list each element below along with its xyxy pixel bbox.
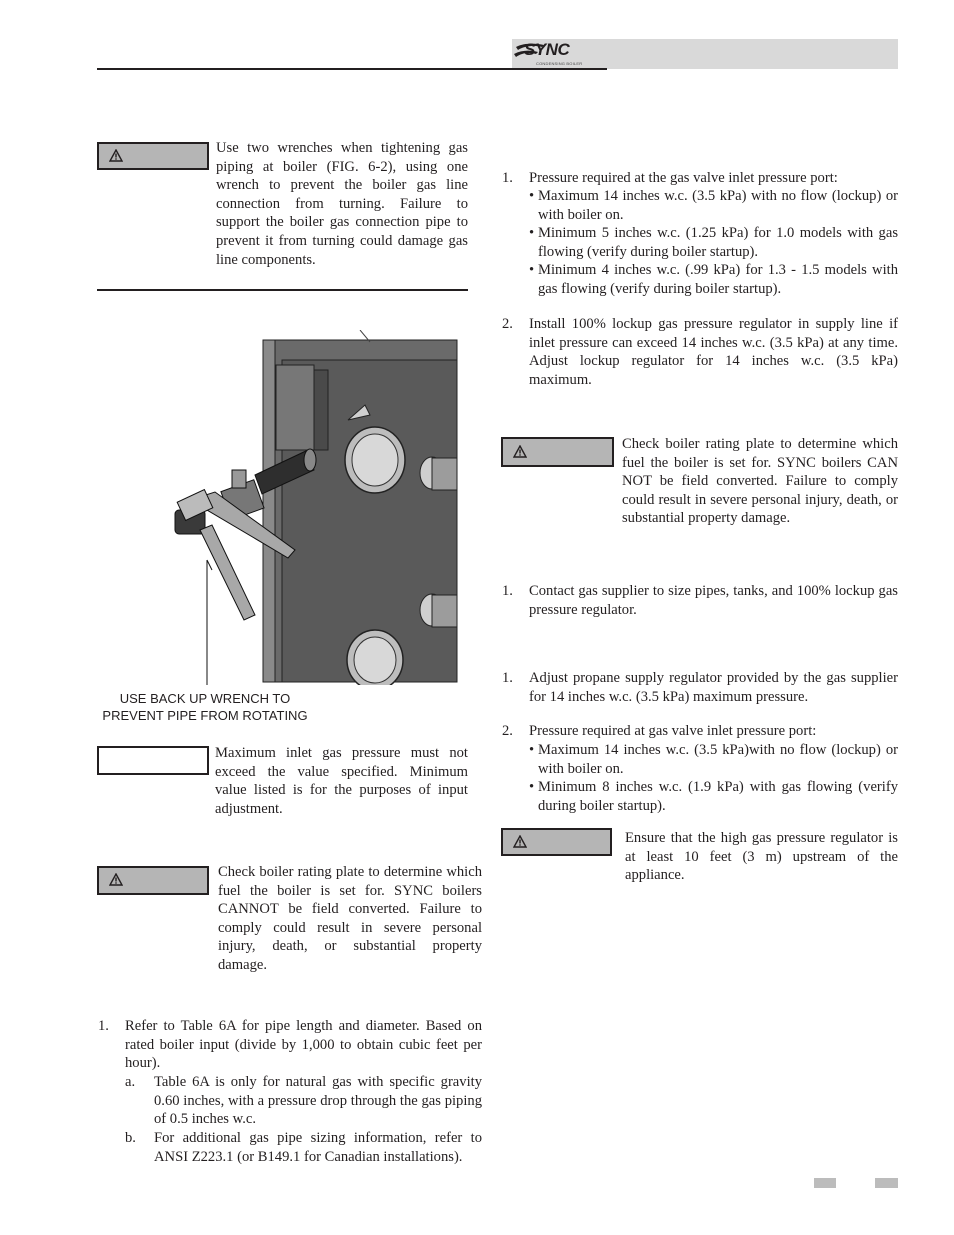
list-item-text: Pressure required at the gas valve inlet pressure port: (529, 170, 838, 186)
warning-text: Check boiler rating plate to determine which fuel the boiler is set for. SYNC boilers CANNOT be field converted. Failure to comply could result in severe personal injury, death, or substantial property damage. (218, 864, 482, 973)
warning-text: Check boiler rating plate to determine which fuel the boiler is set for. SYNC boilers CAN NOT be field converted. Failure to comply could result in severe personal injury, death, or substantial property damage. (622, 436, 898, 527)
bullet-item: • Minimum 8 inches w.c. (1.9 kPa) with gas flowing (verify during boiler startup). (529, 778, 898, 815)
warning-text: Use two wrenches when tightening gas piping at boiler (FIG. 6-2), using one wrench to prevent the boiler gas line connection from turning. Failure to support the boiler gas connection pipe to prevent it from turning could damage gas line components. (216, 140, 468, 268)
bullet-list (529, 741, 898, 815)
list-number: 1. (502, 670, 513, 686)
logo-subtext: CONDENSING BOILER (536, 61, 583, 66)
list-number: 2. (502, 316, 513, 332)
sublist-label: a. (125, 1074, 136, 1090)
list-item-text: Refer to Table 6A for pipe length and diameter. Based on rated boiler input (divide by 1,000 to obtain cubic feet per hour). (125, 1018, 482, 1072)
wrench-figure (170, 330, 460, 685)
warning-label-box (501, 828, 612, 856)
sublist-text: For additional gas pipe sizing information, refer to ANSI Z223.1 (or B149.1 for Canadian installations). (154, 1130, 482, 1165)
bullet-item: • Minimum 5 inches w.c. (1.25 kPa) for 1.0 models with gas flowing (verify during boiler startup). (529, 224, 898, 261)
list-number: 1. (98, 1018, 109, 1034)
bullet-item: • Maximum 14 inches w.c. (3.5 kPa) with no flow (lockup) or with boiler on. (529, 187, 898, 224)
list-item-text: Pressure required at gas valve inlet pressure port: (529, 723, 817, 739)
warning-triangle-icon (109, 149, 123, 162)
sublist-label: b. (125, 1130, 136, 1146)
section-rule (97, 289, 468, 291)
footer-tab-left (814, 1178, 836, 1188)
warning-text: Ensure that the high gas pressure regulator is at least 10 feet (3 m) upstream of the appliance. (625, 830, 898, 884)
list-item-text: Adjust propane supply regulator provided by the gas supplier for 14 inches w.c. (3.5 kPa) maximum pressure. (529, 670, 898, 705)
warning-triangle-icon (109, 873, 123, 886)
list-number: 2. (502, 723, 513, 739)
warning-label-box (97, 866, 209, 895)
header-rule (97, 68, 607, 70)
bullet-item: • Maximum 14 inches w.c. (3.5 kPa)with no flow (lockup) or with boiler on. (529, 741, 898, 778)
warning-triangle-icon (513, 445, 527, 458)
boiler-gas-connection-illustration (170, 330, 460, 685)
sublist-text: Table 6A is only for natural gas with specific gravity 0.60 inches, with a pressure drop through the gas piping of 0.5 inches w.c. (154, 1074, 482, 1128)
figure-caption: USE BACK UP WRENCH TO PREVENT PIPE FROM ROTATING (102, 691, 308, 723)
footer-tab-right (875, 1178, 898, 1188)
list-item-text: Contact gas supplier to size pipes, tanks, and 100% lockup gas pressure regulator. (529, 583, 898, 618)
logo-text: SYNC (524, 40, 570, 59)
sync-logo (514, 41, 594, 67)
warning-label-box (501, 437, 614, 467)
warning-label-box (97, 142, 209, 170)
bullet-list (529, 187, 898, 299)
warning-triangle-icon (513, 835, 527, 848)
list-item-text: Install 100% lockup gas pressure regulator in supply line if inlet pressure can exceed 14 inches w.c. (3.5 kPa) at any time. Adjust lockup regulator for 14 inches w.c. (3.5 kPa) maximum. (529, 316, 898, 388)
bullet-item: • Minimum 4 inches w.c. (.99 kPa) for 1.3 - 1.5 models with gas flowing (verify during boiler startup). (529, 261, 898, 298)
list-number: 1. (502, 170, 513, 186)
list-number: 1. (502, 583, 513, 599)
notice-label-box (97, 746, 209, 775)
notice-text: Maximum inlet gas pressure must not exceed the value specified. Minimum value listed is for the purposes of input adjustment. (215, 745, 468, 817)
